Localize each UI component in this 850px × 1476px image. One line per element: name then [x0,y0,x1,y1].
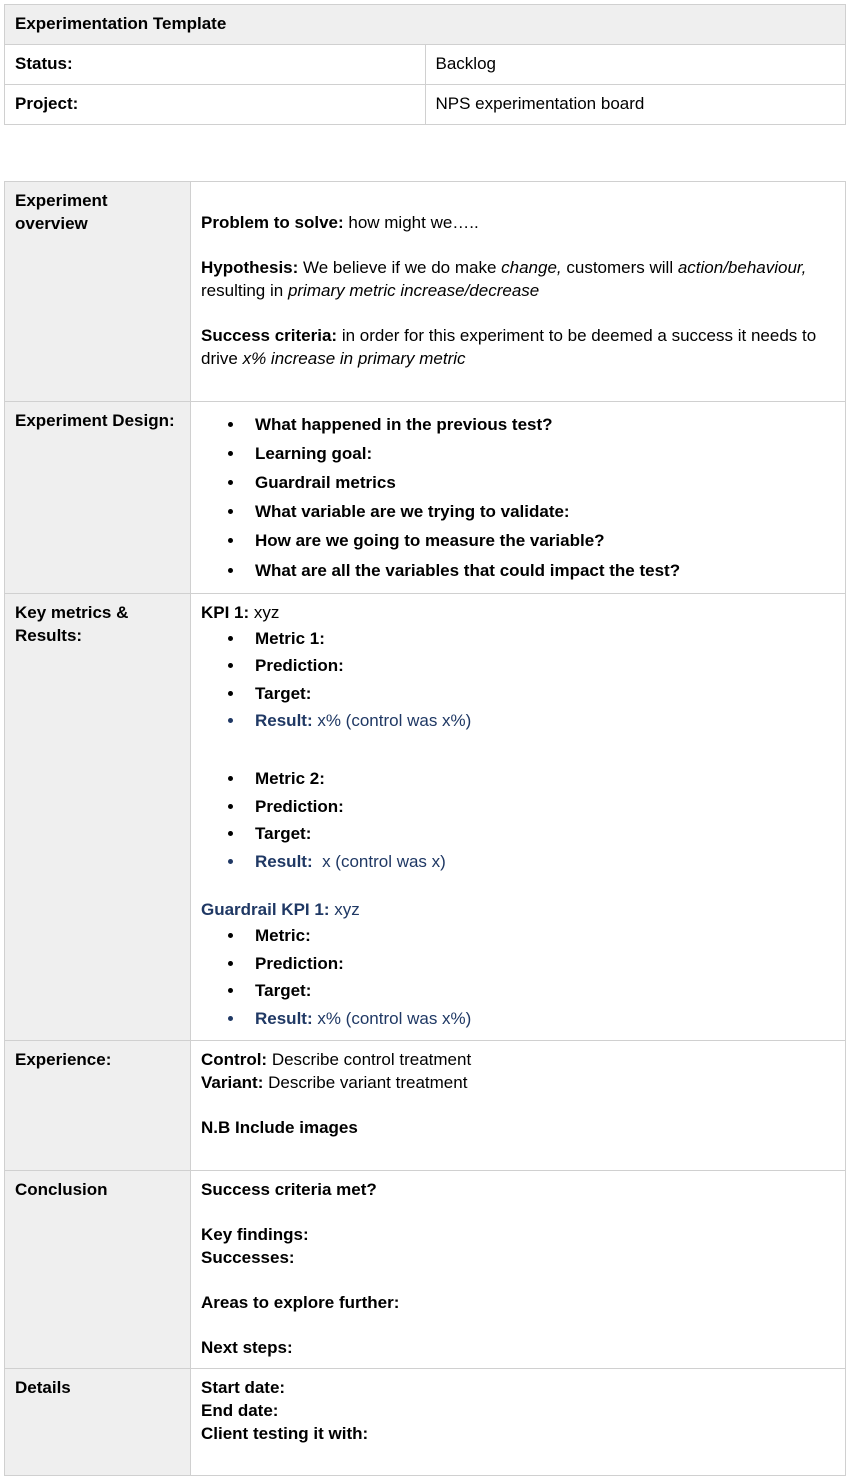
conclusion-label: Conclusion [5,1170,191,1368]
result-label: Result: [255,851,313,871]
areas-to-explore-text: Areas to explore further: [201,1292,400,1312]
document-title: Experimentation Template [5,5,846,45]
header-table [4,4,846,125]
overview-space-1 [201,235,837,257]
control-label: Control: [201,1050,268,1070]
experience-space-1 [201,1095,837,1117]
start-date-text: Start date: [201,1377,286,1397]
hypothesis-emphasis-2: action/behaviour, [677,257,807,277]
guardrail-kpi-label: Guardrail KPI 1: [201,900,330,920]
table-row-experience [5,1041,846,1171]
experience-content[interactable] [191,1041,846,1171]
result-value: x% (control was x%) [312,711,472,731]
conclusion-line-2 [201,1224,837,1247]
list-item[interactable]: • What variable are we trying to validate: [245,497,837,526]
hypothesis-text-1: We believe if we do make [298,257,502,277]
list-item-result[interactable] [245,848,837,876]
body-table [4,181,846,1476]
hypothesis-text-2: customers will [561,257,678,277]
hypothesis-line [201,257,837,303]
conclusion-space-2 [201,1270,837,1292]
result-label: Result: [255,1008,313,1028]
table-row-project [5,84,846,124]
success-criteria-label: Success criteria: [201,325,338,345]
guardrail-kpi-value: xyz [329,900,360,920]
key-findings-text: Key findings: [201,1224,309,1244]
variant-label: Variant: [201,1073,264,1093]
list-item[interactable]: • Target: [245,680,837,708]
kpi-1-metric-1-list [201,625,837,735]
guardrail-kpi-list [201,922,837,1032]
key-metrics-content[interactable] [191,593,846,1040]
table-row-key-metrics [5,593,846,1040]
details-content[interactable] [191,1368,846,1476]
key-metrics-label: Key metrics & Results: [5,593,191,1040]
result-label: Result: [255,711,313,731]
experience-label: Experience: [5,1041,191,1171]
kpi-1-heading [201,602,837,625]
metrics-space-1 [201,735,837,765]
experience-bottom-space [201,1140,837,1162]
success-criteria-text: in order for this experiment to be deemed a success it needs to drive [201,325,817,368]
list-item[interactable]: • What happened in the previous test? [245,410,837,439]
control-value: Describe control treatment [267,1050,472,1070]
list-item[interactable]: • Target: [245,820,837,848]
table-row-experiment-design [5,401,846,593]
table-row-title [5,5,846,45]
problem-to-solve-line [201,212,837,235]
kpi-1-metric-2-list [201,765,837,875]
table-row-details [5,1368,846,1476]
conclusion-line-5 [201,1337,837,1360]
list-item[interactable]: • Prediction: [245,950,837,978]
problem-to-solve-value: how might we….. [343,212,479,232]
successes-text: Successes: [201,1247,295,1267]
success-criteria-emphasis: x% increase in primary metric [242,348,466,368]
problem-to-solve-label: Problem to solve: [201,212,344,232]
client-testing-text: Client testing it with: [201,1423,369,1443]
experiment-overview-content[interactable] [191,181,846,401]
experiment-design-list [201,410,837,585]
details-line-2 [201,1400,837,1423]
end-date-text: End date: [201,1400,279,1420]
next-steps-text: Next steps: [201,1337,293,1357]
details-bottom-space [201,1445,837,1467]
hypothesis-emphasis-3: primary metric increase/decrease [287,280,540,300]
list-item[interactable]: • What are all the variables that could impact the test? [245,556,837,585]
list-item[interactable]: • Prediction: [245,652,837,680]
status-label: Status: [5,44,426,84]
conclusion-space-1 [201,1202,837,1224]
variant-line [201,1072,837,1095]
list-item[interactable]: • Metric: [245,922,837,950]
overview-bottom-space [201,371,837,393]
hypothesis-text-3: resulting in [201,280,288,300]
table-row-status [5,44,846,84]
table-row-experiment-overview [5,181,846,401]
project-value[interactable]: NPS experimentation board [425,84,846,124]
overview-top-space [201,190,837,212]
list-item-result[interactable] [245,707,837,735]
list-item[interactable]: • How are we going to measure the variable? [245,526,837,555]
conclusion-line-4 [201,1292,837,1315]
conclusion-content[interactable] [191,1170,846,1368]
project-label: Project: [5,84,426,124]
experiment-overview-label: Experiment overview [5,181,191,401]
details-line-3 [201,1423,837,1446]
success-criteria-met-text: Success criteria met? [201,1179,377,1199]
list-item[interactable]: • Target: [245,977,837,1005]
experience-note-text: N.B Include images [201,1118,358,1138]
list-item[interactable]: • Prediction: [245,793,837,821]
experiment-design-label: Experiment Design: [5,401,191,593]
hypothesis-emphasis-1: change, [501,257,562,277]
control-line [201,1049,837,1072]
list-item[interactable]: • Metric 2: [245,765,837,793]
details-line-1 [201,1377,837,1400]
table-row-conclusion [5,1170,846,1368]
conclusion-line-1 [201,1179,837,1202]
metrics-space-2 [201,875,837,899]
table-gap-spacer [4,125,846,181]
success-criteria-line [201,325,837,371]
conclusion-space-3 [201,1315,837,1337]
experiment-design-content[interactable] [191,401,846,593]
list-item[interactable]: • Guardrail metrics [245,468,837,497]
variant-value: Describe variant treatment [263,1073,468,1093]
list-item[interactable]: • Learning goal: [245,439,837,468]
experience-note [201,1117,837,1140]
details-label: Details [5,1368,191,1476]
kpi-1-value: xyz [249,602,280,622]
kpi-1-label: KPI 1: [201,602,250,622]
conclusion-line-3 [201,1247,837,1270]
overview-space-2 [201,303,837,325]
list-item-result[interactable] [245,1005,837,1033]
result-value: x (control was x) [312,851,446,871]
hypothesis-label: Hypothesis: [201,257,299,277]
guardrail-kpi-heading [201,899,837,922]
result-value: x% (control was x%) [312,1008,472,1028]
status-value[interactable]: Backlog [425,44,846,84]
list-item[interactable]: • Metric 1: [245,625,837,653]
